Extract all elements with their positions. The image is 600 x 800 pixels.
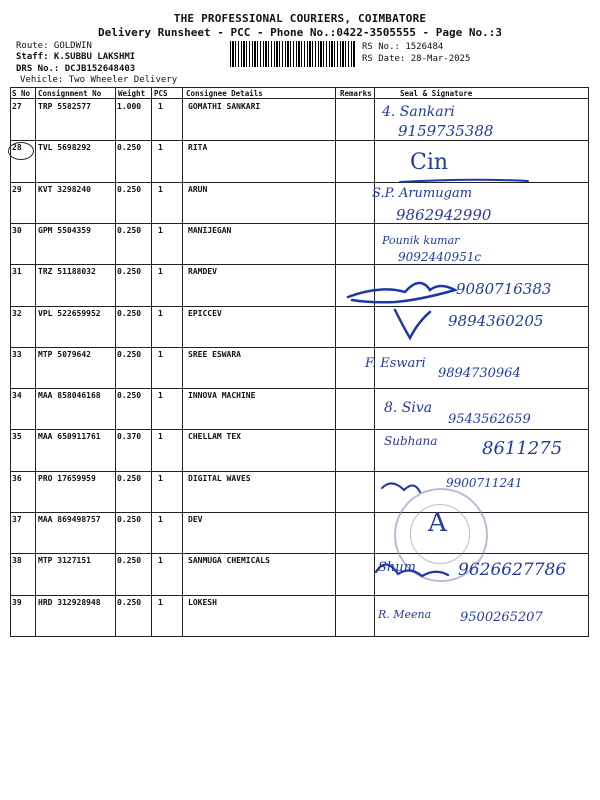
signature-stroke-28 [400,180,528,182]
cell-weight: 0.250 [117,143,142,152]
cell-consignment-no: KVT 3298240 [38,185,91,194]
cell-pcs: 1 [158,515,163,524]
cell-consignee: DIGITAL WAVES [188,474,251,483]
cell-consignment-no: MTP 5079642 [38,350,91,359]
cell-consignee: RAMDEV [188,267,217,276]
col-header-consignee: Consignee Details [186,89,263,98]
signature-stroke-36 [382,483,420,492]
phone-30: 9092440951c [398,250,482,264]
cell-pcs: 1 [158,102,163,111]
phone-31: 9080716383 [456,280,552,298]
cell-weight: 0.250 [117,598,142,607]
cell-consignment-no: MAA 858046168 [38,391,101,400]
cell-weight: 0.370 [117,432,142,441]
cell-pcs: 1 [158,598,163,607]
signature-39: R. Meena [378,608,432,621]
signature-stroke-32 [395,310,430,338]
cell-weight: 0.250 [117,556,142,565]
cell-consignee: RITA [188,143,208,152]
phone-39: 9500265207 [460,610,543,625]
cell-sno: 38 [12,556,22,565]
cell-pcs: 1 [158,474,163,483]
cell-sno: 34 [12,391,22,400]
phone-38: 9626627786 [458,560,567,580]
cell-consignee: LOKESH [188,598,217,607]
phone-27: 9159735388 [398,122,494,140]
cell-consignee: INNOVA MACHINE [188,391,256,400]
signature-33: F. Eswari [365,356,426,371]
signature-38: Shum [378,560,416,575]
staff-label: Staff: K.SUBBU LAKSHMI [16,52,136,62]
cell-pcs: 1 [158,309,163,318]
cell-consignment-no: TRP 5582577 [38,102,91,111]
cell-sno: 37 [12,515,22,524]
cell-sno: 33 [12,350,22,359]
col-header-pcs: PCS [154,89,168,98]
cell-pcs: 1 [158,350,163,359]
cell-weight: 0.250 [117,185,142,194]
signature-30: Pounik kumar [382,234,460,247]
cell-consignment-no: TRZ 51188032 [38,267,96,276]
col-header-weight: Weight [118,89,146,98]
col-header-remarks: Remarks [340,89,372,98]
cell-consignee: MANIJEGAN [188,226,232,235]
signature-37: A [428,508,447,538]
rs-date: RS Date: 28-Mar-2025 [362,54,471,64]
col-header-consignment: Consignment No [38,89,102,98]
cell-consignment-no: TVL 5698292 [38,143,91,152]
cell-sno: 36 [12,474,22,483]
cell-pcs: 1 [158,267,163,276]
cell-sno: 28 [12,143,22,152]
cell-weight: 0.250 [117,515,142,524]
vehicle-label: Vehicle: Two Wheeler Delivery [20,75,178,85]
cell-sno: 35 [12,432,22,441]
cell-weight: 0.250 [117,226,142,235]
cell-consignment-no: PRO 17659959 [38,474,96,483]
cell-pcs: 1 [158,391,163,400]
signature-28: Cin [410,150,449,175]
cell-consignment-no: HRD 312928948 [38,598,101,607]
signature-35: Subhana [384,434,438,448]
cell-consignment-no: VPL 522659952 [38,309,101,318]
signature-stroke-31 [348,283,455,302]
cell-weight: 0.250 [117,391,142,400]
cell-weight: 0.250 [117,309,142,318]
cell-pcs: 1 [158,143,163,152]
cell-consignment-no: MTP 3127151 [38,556,91,565]
route-label: Route: GOLDWIN [16,41,92,51]
cell-sno: 32 [12,309,22,318]
cell-consignment-no: MAA 650911761 [38,432,101,441]
phone-35: 8611275 [482,438,563,459]
cell-consignee: CHELLAM TEX [188,432,241,441]
cell-weight: 0.250 [117,267,142,276]
rs-number: RS No.: 1526484 [362,42,444,52]
cell-consignee: EPICCEV [188,309,222,318]
cell-consignment-no: GPM 5504359 [38,226,91,235]
cell-pcs: 1 [158,556,163,565]
cell-consignee: ARUN [188,185,208,194]
phone-32: 9894360205 [448,312,544,330]
cell-consignee: SANMUGA CHEMICALS [188,556,270,565]
cell-sno: 31 [12,267,22,276]
cell-pcs: 1 [158,185,163,194]
runsheet-subtitle: Delivery Runsheet - PCC - Phone No.:0422-3505555 - Page No.:3 [98,26,502,39]
col-header-signature: Seal & Signature [400,89,473,98]
cell-consignment-no: MAA 869498757 [38,515,101,524]
phone-34: 9543562659 [448,412,531,427]
cell-sno: 29 [12,185,22,194]
cell-sno: 30 [12,226,22,235]
company-title: THE PROFESSIONAL COURIERS, COIMBATORE [173,12,427,25]
cell-sno: 27 [12,102,22,111]
signature-29: S.P. Arumugam [372,186,473,201]
cell-consignee: DEV [188,515,203,524]
cell-weight: 0.250 [117,350,142,359]
cell-consignee: SREE ESWARA [188,350,241,359]
cell-pcs: 1 [158,226,163,235]
cell-sno: 39 [12,598,22,607]
phone-29: 9862942990 [396,206,492,224]
phone-33: 9894730964 [438,366,521,381]
cell-pcs: 1 [158,432,163,441]
drs-number: DRS No.: DCJB152648403 [16,64,136,74]
signature-34: 8. Siva [384,400,433,416]
cell-weight: 0.250 [117,474,142,483]
col-header-sno: S No [12,89,31,98]
signature-27: 4. Sankari [382,104,455,120]
cell-weight: 1.000 [117,102,142,111]
phone-36: 9900711241 [446,476,523,490]
cell-consignee: GOMATHI SANKARI [188,102,261,111]
